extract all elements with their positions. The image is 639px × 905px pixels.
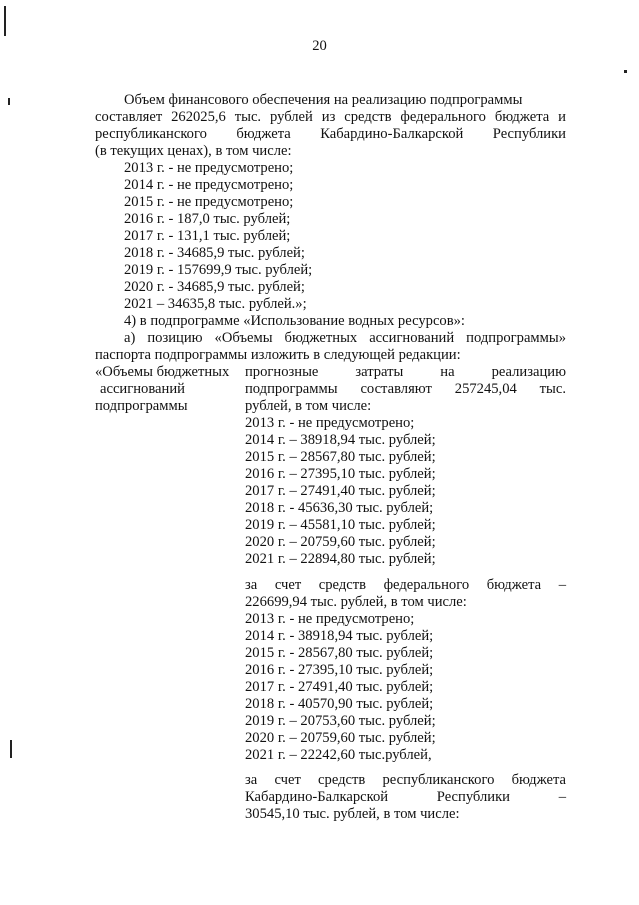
year-item: 2016 г. - 187,0 тыс. рублей; bbox=[124, 211, 291, 227]
year-item: 2014 г. - не предусмотрено; bbox=[124, 177, 294, 193]
right-year-item: 2019 г. – 20753,60 тыс. рублей; bbox=[245, 713, 436, 729]
table-label-line-1: «Объемы бюджетных bbox=[95, 364, 230, 380]
year-item: 2015 г. - не предусмотрено; bbox=[124, 194, 294, 210]
right-line-2: подпрограммы составляют 257245,04 тыс. bbox=[245, 381, 566, 397]
intro-line-3: республиканского бюджета Кабардино-Балкарской Республики bbox=[95, 126, 566, 142]
table-label-line-3: подпрограммы bbox=[95, 398, 188, 414]
scan-mark-left bbox=[8, 98, 10, 105]
right-year-item: 2016 г. - 27395,10 тыс. рублей; bbox=[245, 662, 434, 678]
right-year-item: 2015 г. - 28567,80 тыс. рублей; bbox=[245, 645, 434, 661]
item-a-line-2: паспорта подпрограммы изложить в следующей редакции: bbox=[95, 347, 461, 363]
right-year-item: 2020 г. – 20759,60 тыс. рублей; bbox=[245, 730, 436, 746]
right-year-item: 2018 г. - 40570,90 тыс. рублей; bbox=[245, 696, 434, 712]
year-item: 2018 г. - 34685,9 тыс. рублей; bbox=[124, 245, 305, 261]
right-federal-line-2: 226699,94 тыс. рублей, в том числе: bbox=[245, 594, 467, 610]
right-federal-line-1: за счет средств федерального бюджета – bbox=[245, 577, 566, 593]
right-republic-line-3: 30545,10 тыс. рублей, в том числе: bbox=[245, 806, 460, 822]
right-year-item: 2015 г. – 28567,80 тыс. рублей; bbox=[245, 449, 436, 465]
item-4: 4) в подпрограмме «Использование водных ресурсов»: bbox=[124, 313, 465, 329]
right-republic-line-2: Кабардино-Балкарской Республики – bbox=[245, 789, 566, 805]
table-label-line-2: ассигнований bbox=[100, 381, 185, 397]
right-year-item: 2018 г. - 45636,30 тыс. рублей; bbox=[245, 500, 434, 516]
intro-line-2: составляет 262025,6 тыс. рублей из средств федерального бюджета и bbox=[95, 109, 566, 125]
right-year-item: 2019 г. – 45581,10 тыс. рублей; bbox=[245, 517, 436, 533]
right-line-1: прогнозные затраты на реализацию bbox=[245, 364, 566, 380]
right-year-item: 2016 г. – 27395,10 тыс. рублей; bbox=[245, 466, 436, 482]
right-line-3: рублей, в том числе: bbox=[245, 398, 372, 414]
right-republic-line-1: за счет средств республиканского бюджета bbox=[245, 772, 566, 788]
scan-mark-top-left bbox=[4, 6, 6, 36]
right-year-item: 2014 г. - 38918,94 тыс. рублей; bbox=[245, 628, 434, 644]
year-item: 2013 г. - не предусмотрено; bbox=[124, 160, 294, 176]
year-item: 2017 г. - 131,1 тыс. рублей; bbox=[124, 228, 291, 244]
page-number: 20 bbox=[312, 38, 327, 54]
right-year-item: 2021 г. – 22894,80 тыс. рублей; bbox=[245, 551, 436, 567]
right-year-item: 2014 г. – 38918,94 тыс. рублей; bbox=[245, 432, 436, 448]
year-item: 2021 – 34635,8 тыс. рублей.»; bbox=[124, 296, 307, 312]
right-year-item: 2013 г. - не предусмотрено; bbox=[245, 415, 415, 431]
right-year-item: 2017 г. - 27491,40 тыс. рублей; bbox=[245, 679, 434, 695]
scan-mark-left-low bbox=[10, 740, 12, 758]
right-year-item: 2021 г. – 22242,60 тыс.рублей, bbox=[245, 747, 432, 763]
right-year-item: 2017 г. – 27491,40 тыс. рублей; bbox=[245, 483, 436, 499]
intro-line-4: (в текущих ценах), в том числе: bbox=[95, 143, 292, 159]
year-item: 2019 г. - 157699,9 тыс. рублей; bbox=[124, 262, 313, 278]
intro-line-1: Объем финансового обеспечения на реализацию подпрограммы bbox=[124, 92, 523, 108]
right-year-item: 2013 г. - не предусмотрено; bbox=[245, 611, 415, 627]
right-year-item: 2020 г. – 20759,60 тыс. рублей; bbox=[245, 534, 436, 550]
item-a-line-1: а) позицию «Объемы бюджетных ассигнований подпрограммы» bbox=[124, 330, 566, 346]
scan-mark-right bbox=[624, 70, 627, 73]
year-item: 2020 г. - 34685,9 тыс. рублей; bbox=[124, 279, 305, 295]
